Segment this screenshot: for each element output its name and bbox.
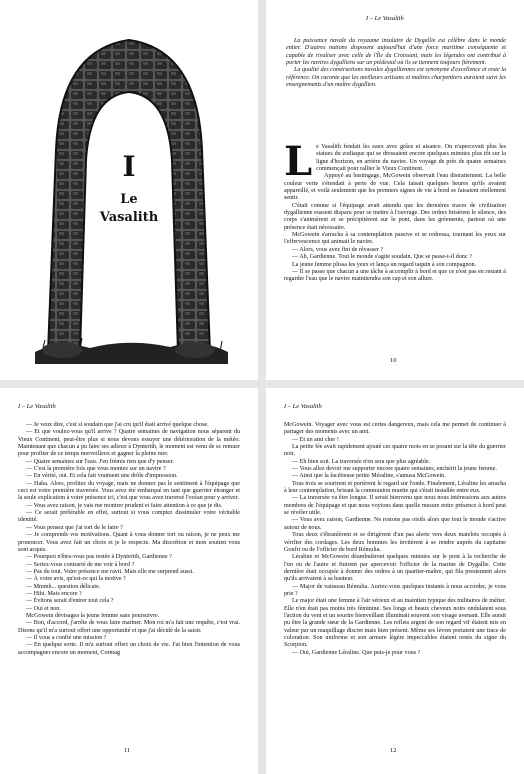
running-header: I – Le Vasalith <box>284 403 322 410</box>
paragraph: — Vous allez devoir me supporter encore quatre semaines, enchérit la jeune femme. <box>292 466 497 473</box>
paragraph: — Hihi. Mais encore ? <box>26 590 82 597</box>
paragraph: — Pas du tout. Votre présence me ravit. Mais elle me surprend aussi. <box>26 568 194 575</box>
paragraph: La petite fée avait rapidement ajouté ces quatre mots en se posant sur la tête du guerrier noir. <box>284 444 506 458</box>
paragraph: — Pourquoi n'êtes-vous pas restée à Dynterith, Gardienne ? <box>26 554 172 561</box>
paragraph: — Seriez-vous contrarié de me voir à bord ? <box>26 561 135 568</box>
chapter-title-line2: Vasalith <box>99 210 159 225</box>
paragraph: — La traversée va être longue. Il serait bienvenu que nous nous intéressions aux autres membres de l'équipage et que nous voyions dans quelle mesure notre présence à bord peut se révéler utile. <box>284 495 506 517</box>
page-10 <box>266 0 524 380</box>
paragraph: — Et que voulez-vous qu'il arrive ? Quatre semaines de navigation nous séparent du Vieux Continent, peut-être plus si nous devons essuyer une détérioration de la météo. Maintenant que chacun a pu faire ses adieux à Dynterith, le moment est venu de se remuer pour profiter de ce temps merveilleux et gagner la pleine mer. <box>18 429 240 458</box>
stone-arch-illustration <box>0 0 258 380</box>
paragraph: — Mmmh... question délicate. <box>26 583 101 590</box>
chapter-title-line1: Le <box>120 192 138 207</box>
page-number: 12 <box>390 747 397 754</box>
paragraph: — Oui et non. <box>26 605 61 612</box>
paragraph: — En vérité, oui. Et cela fait vraiment une drôle d'impression. <box>26 473 178 480</box>
paragraph: — En quelque sorte. Il m'a surtout offert un choix de vie. J'ai bien l'intention de vous accompagner encore un moment, Cormag <box>18 642 240 656</box>
paragraph: e Vasalith fendait les eaux avec grâce et aisance. On n'apercevait plus les statues du zodiaque qui se dressaient encore quelques minutes plus tôt sur la ligne d'horizon, en arrière du navire. Un voyage de près de quatre semaines commençait pour rallier le Vieux Continent. <box>316 144 506 173</box>
paragraph: — Vous pensez que j'ai tort de le faire ? <box>26 524 123 531</box>
paragraph: Le major était une femme à l'air sérieux et au maintien typique des militaires de métier. Elle n'en était pas moins très féminine. Ses longs et beaux cheveux noirs ondulaient sous l'action du vent et un sourire bienveillant illuminait souvent son visage avenant. Elle aurait pu être la grande sœur de la Gardienne. Les reflets argent de son regard vif étaient mis en valeur par un maquillage discret mais bien présent. Même ses lèvres portaient une trace de coloration. Son uniforme et son armure légère impeccables étaient ornés du signe du Scorpion. <box>284 598 506 649</box>
paragraph: — Je comprends vos motivations. Quant à vous donner tort ou raison, je ne peux me prononcer. Vous avez fait un choix et je le respecte. Ma discrétion et mon soutien vous sont acquis. <box>18 532 240 553</box>
paragraph: Tous deux s'ébranlèrent et se dirigèrent d'un pas alerte vers deux matelots occupés à vérifier des cordages. Les deux hommes les invitèrent à se rendre auprès du capitaine Gonfri ou de l'officier de bord Rémulia. <box>284 532 506 553</box>
paragraph: Tous trois se sourirent et portèrent le regard sur l'onde. Finalement, Léraline les arracha à leur contemplation, brisant la communion muette qui s'était installée entre eux. <box>284 480 506 495</box>
paragraph: — À votre avis, qu'est-ce qui la motive ? <box>26 576 126 583</box>
paragraph: — Et un ami cher ! <box>292 436 339 443</box>
paragraph: — Ah, Gardienne. Tout le monde s'agite soudain. Que se passe-t-il donc ? <box>292 254 472 261</box>
paragraph: — Je veux dire, c'est si soudain que j'ai cru qu'il était arrivé quelque chose. <box>26 422 209 428</box>
paragraph: — Bon, d'accord, j'arrête de vous faire mariner. Mon roi m'a fait une requête, c'est vrai. Disons qu'il m'a surtout offert une opportunité et que j'ai décidé de la saisir. <box>18 620 240 634</box>
paragraph: — Alors, vous avez fini de rêvasser ? <box>292 246 384 253</box>
paragraph: — Vous avez raison, Gardienne. Ne restons pas oisifs alors que tout le monde s'active autour de nous. <box>284 517 506 531</box>
dropcap: L <box>284 138 313 185</box>
paragraph: McGowein s'arracha à sa contemplation passive et se redressa, tournant les yeux sur l'effervescence qui animait le navire. <box>284 232 506 246</box>
paragraph: Léraline et McGowein déambulèrent quelques minutes sur le pont à la recherche de l'un ou de l'autre et finirent par apercevoir l'officier de la marine de Dygallie. Cette dernière était occupée à donner des ordres à un quartier-maître, qui fila prestement alors qu'ils arrivaient à sa hauteur. <box>284 554 506 583</box>
paragraph: C'était comme si l'équipage avait attendu que les dernières traces de civilisation dygallienne eussent disparu pour se mettre à l'ouvrage. Des ordres brisèrent le silence, des corps s'animèrent et se précipitèrent sur le pont, dans les gréements, partout où une présence était nécessaire. <box>284 202 506 231</box>
paragraph: McGowein. Voyager avec vous est certes dangereux, mais cela me permet de continuer à partager des moments avec un ami. <box>284 422 506 436</box>
paragraph: — Ainsi que la facétieuse petite Méraline, s'amusa McGowein. <box>292 473 446 480</box>
page-11-body <box>18 422 240 657</box>
page-12-body <box>284 422 506 657</box>
paragraph: — Quatre semaines sur l'eau. J'en frémis rien que d'y penser. <box>26 458 174 465</box>
paragraph: — Il se passe que chacun a une tâche à accomplir à bord et que ce n'est pas en restant à regarder l'eau que le navire maintiendra son cap et son allure. <box>284 268 506 283</box>
paragraph: La jeune femme plissa les yeux et lança un regard taquin à son compagnon. <box>292 261 477 268</box>
paragraph: — Il vous a confié une mission ? <box>26 634 107 641</box>
paragraph: — Eh bien soit. La traversée n'en sera que plus agréable. <box>292 458 431 465</box>
chapter-title-page <box>0 0 258 380</box>
page-number: 11 <box>124 747 131 754</box>
intro-paragraph: La qualité des constructions navales dygalliennes est synonyme d'excellence et reste la référence. On raconte que les meilleurs artisans et maîtres charpentiers auraient suivi les enseignements d'un maître dygallien. <box>286 67 506 89</box>
paragraph: — Vous avez raison, je vais me montrer prudent et faire attention à ce que je dis. <box>26 502 223 509</box>
page-12 <box>266 388 524 774</box>
page-10-body <box>284 138 506 284</box>
running-header: I – Le Vasalith <box>18 403 56 410</box>
chapter-numeral: I <box>122 150 136 183</box>
intro-paragraph: La puissance navale du royaume insulaire de Dygallie est célèbre dans le monde entier. D'autres nations disposent aujourd'hui d'une force maritime conséquente et capable de rivaliser avec celle de l'Île du Croissant, mais les légendes ont contribué à porter les navires dygalliens sur un piédestal où ils se tiennent toujours fièrement. <box>286 38 506 67</box>
chapter-intro <box>286 38 506 89</box>
page-11 <box>0 388 258 774</box>
paragraph: — Major de vaisseau Rémulia. Auriez-vous quelques instants à nous accorder, je vous prie ? <box>284 583 506 597</box>
page-number: 10 <box>390 357 397 364</box>
paragraph: — Oui, Gardienne Léraline. Que puis-je pour vous ? <box>292 649 421 656</box>
paragraph: — C'est la première fois que vous montez sur un navire ? <box>26 466 166 473</box>
paragraph: McGowein dévisagea la jeune femme sans poursuivre. <box>26 612 160 619</box>
paragraph: — Ce serait préférable en effet, surtout si vous comptez dissimuler votre véritable identité. <box>18 510 240 524</box>
paragraph: — Évitons serait d'entrer tout cela ? <box>26 598 114 605</box>
running-header: I – Le Vasalith <box>366 15 404 22</box>
paragraph: Appuyé au bastingage, McGowein observait l'eau distraitement. La belle couleur verte s'étendait à perte de vue. Cela faisait quelques heures qu'ils avaient appareillé, et voilà seulement que les premiers signes de vie à bord se faisaient réellement sentir. <box>284 173 506 202</box>
paragraph: — Haha. Alors, profitez du voyage, mais ne donnez pas le sentiment à l'équipage que ceci est votre première traversée. Vous avez été embarqué en tant que guerrier étranger et la seule explication à votre présence ici, c'est que vous avez traversé l'océan pour y arriver. <box>18 480 240 502</box>
